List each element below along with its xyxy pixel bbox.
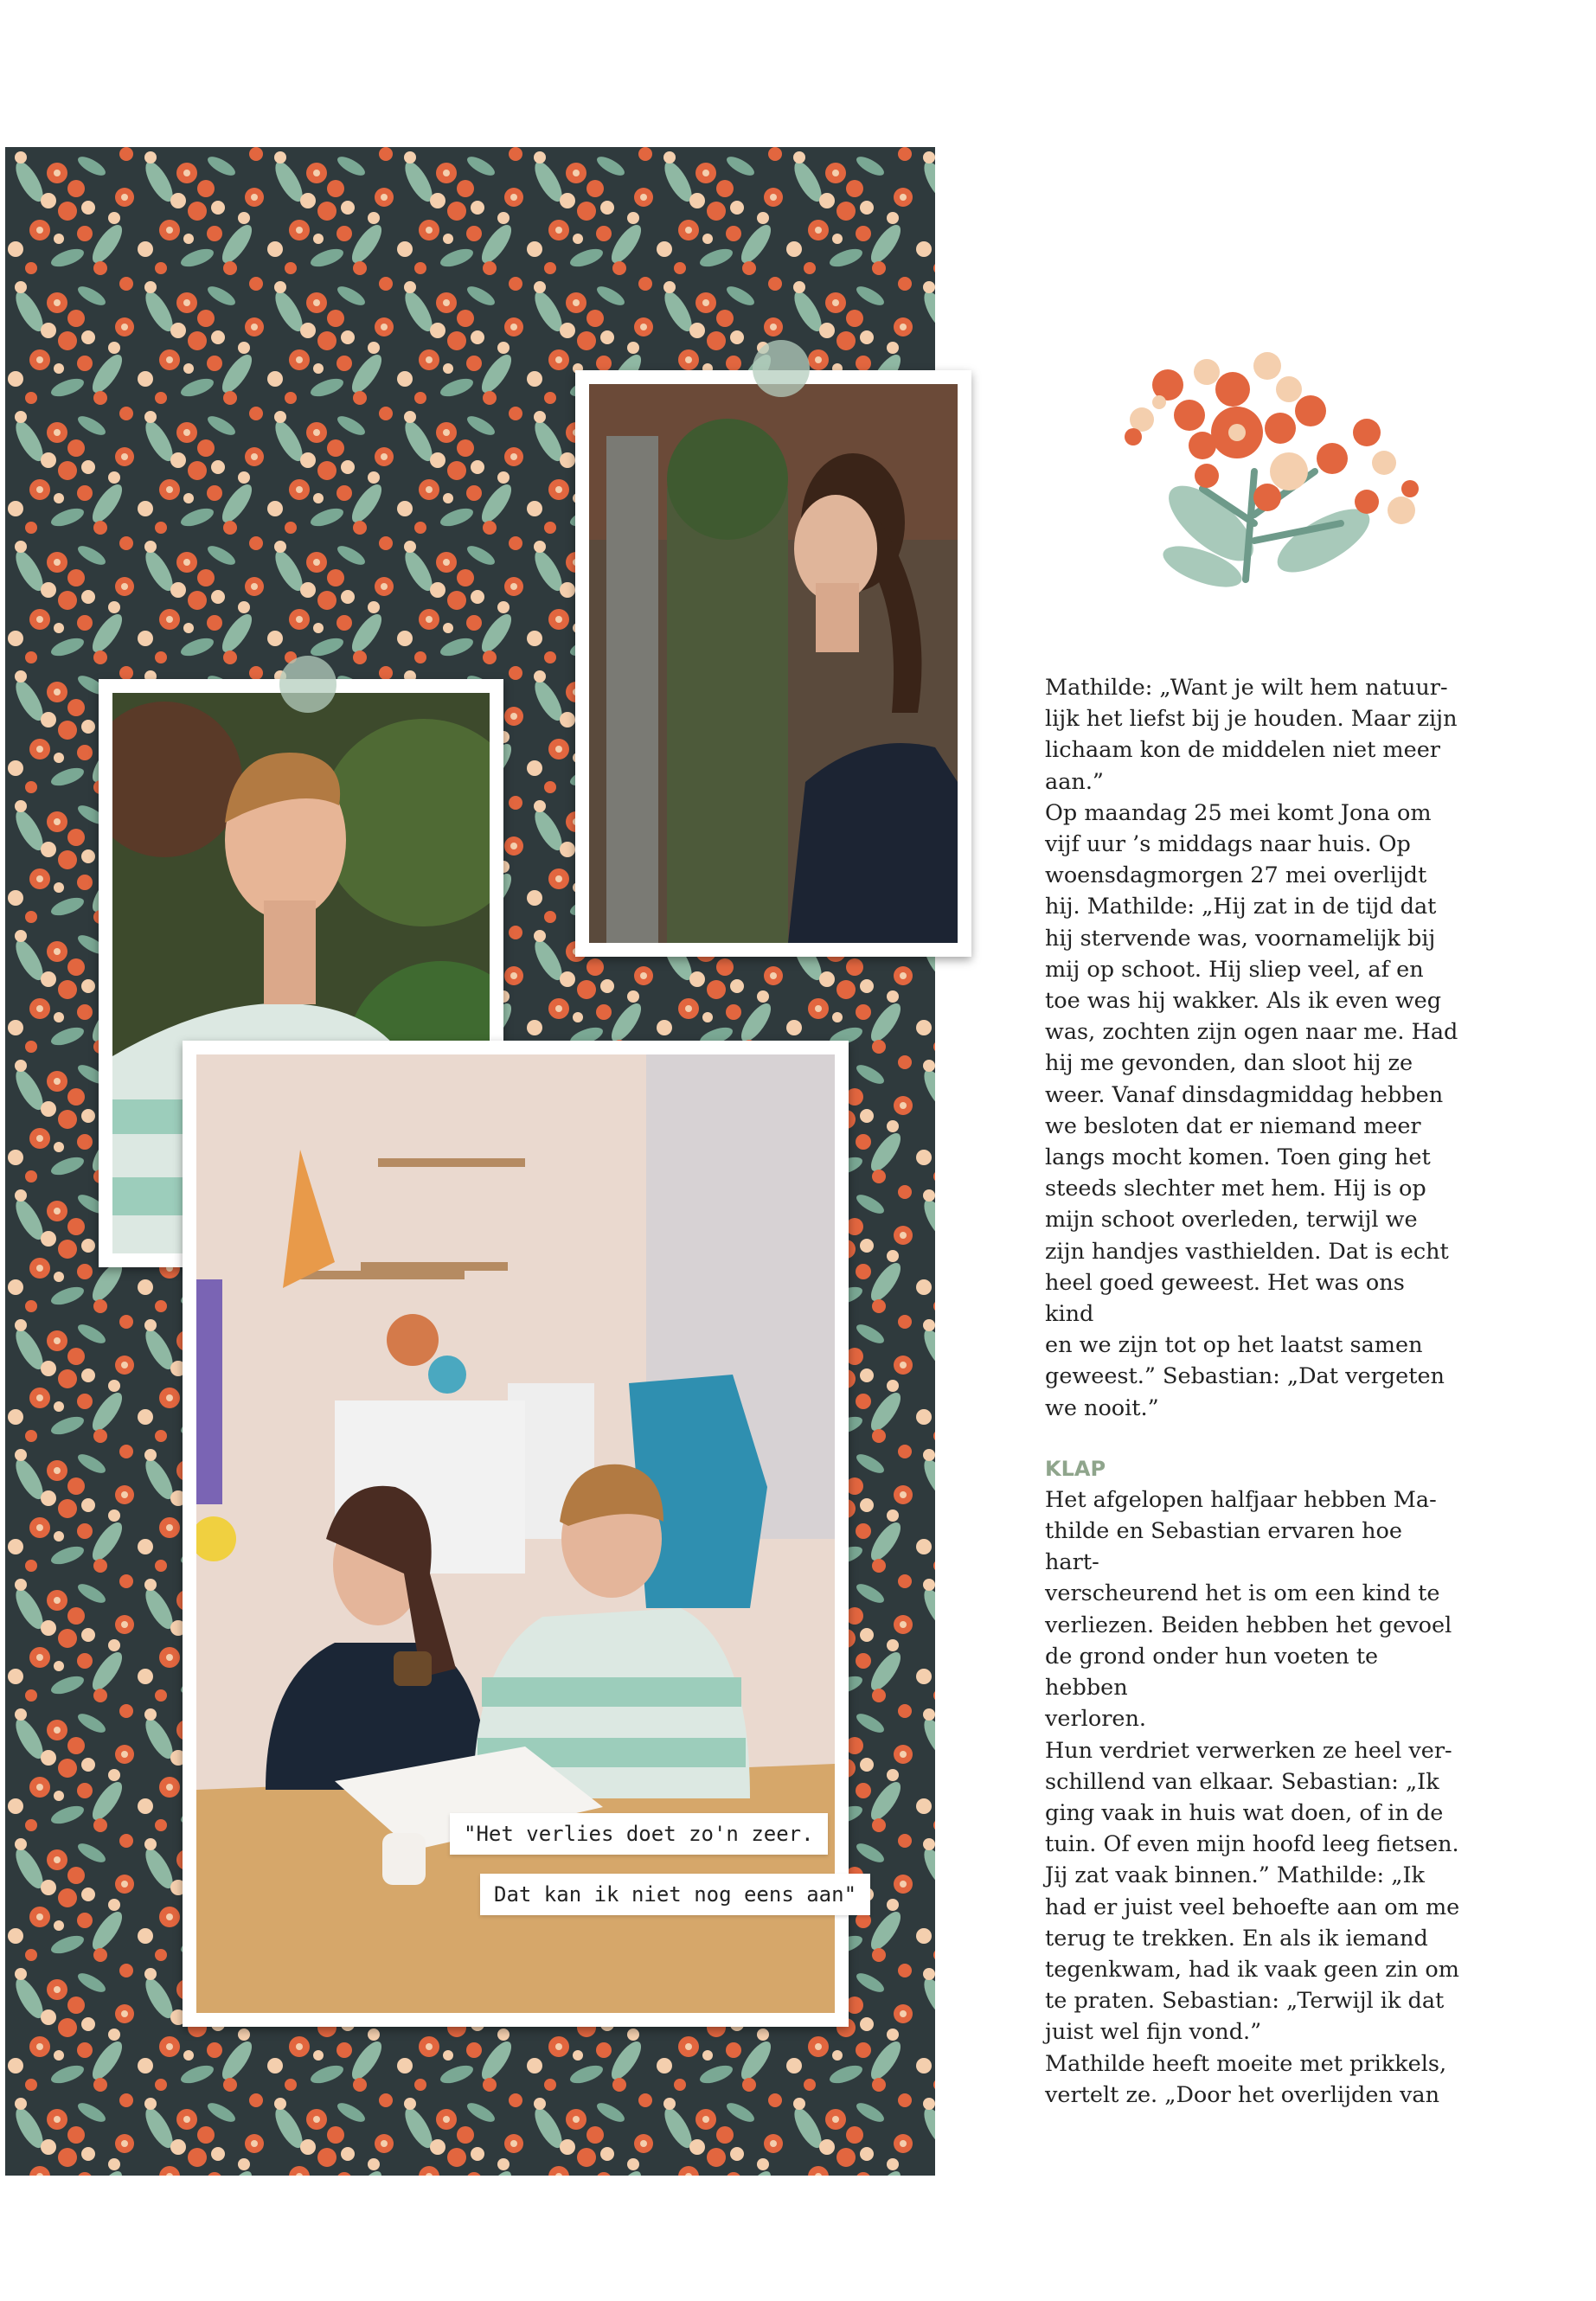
article-body <box>1045 672 1460 2111</box>
section-heading: KLAP <box>1045 1456 1106 1481</box>
couple-image <box>196 1054 835 2013</box>
photo-pin <box>279 656 337 713</box>
quote-caption-line1: "Het verlies doet zo'n zeer. <box>450 1813 828 1855</box>
photo-woman <box>575 370 971 957</box>
article-paragraph: Mathilde: „Want je wilt hem natuur- lijk het liefst bij je houden. Maar zijn lichaam kon de middelen niet meer aan.” <box>1045 675 1458 795</box>
photo-pin <box>753 340 810 397</box>
article-paragraph: Mathilde heeft moeite met prikkels, vertelt ze. „Door het overlijden van <box>1045 2050 1447 2108</box>
quote-caption-line2: Dat kan ik niet nog eens aan" <box>480 1874 870 1915</box>
berry-bouquet-illustration <box>1107 350 1445 601</box>
article-paragraph: Het afgelopen halfjaar hebben Ma- thilde en Sebastian ervaren hoe hart- verscheurend het is om een kind te verliezen. Beiden hebben het gevoel de grond onder hun voeten te hebben verloren. <box>1045 1486 1452 1733</box>
article-paragraph: Hun verdriet verwerken ze heel ver- schillend van elkaar. Sebastian: „Ik ging vaak in huis wat doen, of in de tuin. Of even mijn hoofd leeg fietsen. Jij zat vaak binnen.” Mathilde: „Ik had er juist veel behoefte aan om me terug te trekken. En als ik iemand tegenkwam, had ik vaak geen zin om te praten. Sebastian: „Terwijl ik dat juist wel fijn vond.” <box>1045 1737 1460 2046</box>
woman-portrait-image <box>589 384 958 943</box>
article-paragraph: Op maandag 25 mei komt Jona om vijf uur ’s middags naar huis. Op woensdagmorgen 27 mei overlijdt hij. Mathilde: „Hij zat in de tijd dat hij stervende was, voornamelijk bij mij op schoot. Hij sliep veel, af en toe was hij wakker. Als ik even weg was, zochten zijn ogen naar me. Had hij me gevonden, dan sloot hij ze weer. Vanaf dinsdagmiddag hebben we besloten dat er niemand meer langs mocht komen. Toen ging het steeds slechter met hem. Hij is op mijn schoot overleden, terwijl we zijn handjes vasthielden. Dat is echt heel goed geweest. Het was ons kind en we zijn tot op het laatst samen geweest.” Sebastian: „Dat vergeten we nooit.” <box>1045 799 1458 1421</box>
